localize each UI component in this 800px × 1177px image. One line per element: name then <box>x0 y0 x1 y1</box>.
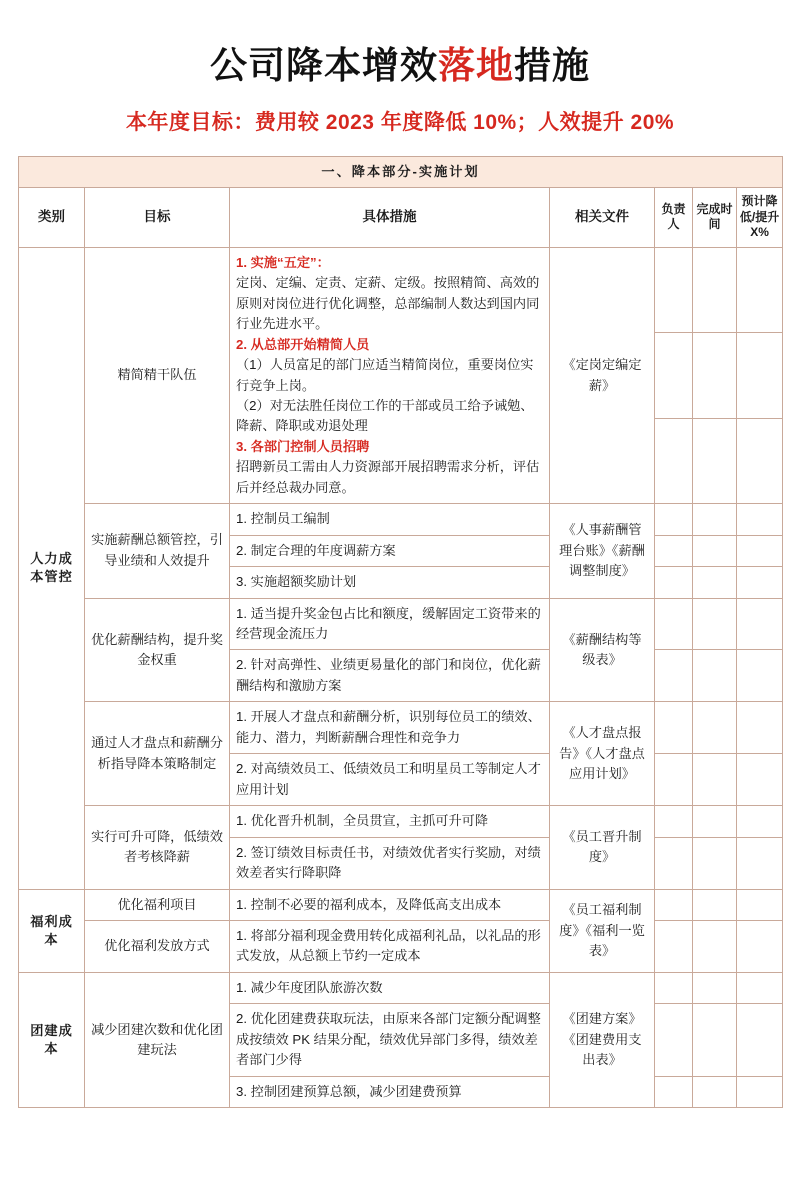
page-subtitle: 本年度目标：费用较 2023 年度降低 10%；人效提升 20% <box>125 110 675 134</box>
measure-line: （1）人员富足的部门应适当精简岗位，重要岗位实行竞争上岗。 <box>236 357 534 393</box>
measures-cell: 3. 控制团建预算总额，减少团建费预算 <box>230 1076 550 1107</box>
owner-cell[interactable] <box>655 650 693 702</box>
expect-cell[interactable] <box>737 702 783 754</box>
expect-cell[interactable] <box>737 889 783 920</box>
expect-cell[interactable] <box>737 1076 783 1107</box>
header-owner: 负责人 <box>655 188 693 248</box>
table-row <box>19 806 783 837</box>
page-title-after: 措施 <box>514 45 590 86</box>
documents-cell: 《员工福利制度》《福利一览表》 <box>550 889 655 972</box>
expect-cell[interactable] <box>737 650 783 702</box>
measure-line: 招聘新员工需由人力资源部开展招聘需求分析，评估后并经总裁办同意。 <box>236 459 540 495</box>
measures-cell: 1. 优化晋升机制，全员贯宣，主抓可升可降 <box>230 806 550 837</box>
category-hr-cost <box>19 247 85 889</box>
expect-cell[interactable] <box>737 567 783 598</box>
owner-cell[interactable] <box>655 702 693 754</box>
documents-cell: 《人事薪酬管理台账》《薪酬调整制度》 <box>550 504 655 598</box>
owner-cell[interactable] <box>655 247 693 332</box>
measures-cell: 2. 制定合理的年度调薪方案 <box>230 535 550 566</box>
goal-cell: 优化薪酬结构，提升奖金权重 <box>85 598 230 702</box>
goal-cell: 通过人才盘点和薪酬分析指导降本策略制定 <box>85 702 230 806</box>
measure-heading: 3. 各部门控制人员招聘 <box>236 438 370 454</box>
category-welfare-cost <box>19 889 85 972</box>
owner-cell[interactable] <box>655 333 693 418</box>
measure-line: （2）对无法胜任岗位工作的干部或员工给予诫勉、降薪、降职或劝退处理 <box>236 397 534 434</box>
header-measures: 具体措施 <box>230 188 550 248</box>
expect-cell[interactable] <box>737 535 783 566</box>
measure-line: 定岗、定编、定责、定薪、定级。按照精简、高效的原则对岗位进行优化调整，总部编制人数达到国内同行业先进水平。 <box>236 275 540 332</box>
header-finish-time: 完成时间 <box>693 188 737 248</box>
finish-time-cell[interactable] <box>693 837 737 889</box>
expect-cell[interactable] <box>737 806 783 837</box>
goal-cell: 优化福利项目 <box>85 889 230 920</box>
measure-heading: 1. 实施“五定”： <box>236 254 330 270</box>
expect-cell[interactable] <box>737 504 783 535</box>
table-row <box>19 921 783 973</box>
finish-time-cell[interactable] <box>693 247 737 332</box>
category-welfare-cost-label: 福利成本 <box>30 913 73 947</box>
finish-time-cell[interactable] <box>693 806 737 837</box>
finish-time-cell[interactable] <box>693 754 737 806</box>
finish-time-cell[interactable] <box>693 535 737 566</box>
table-header-row <box>19 188 783 248</box>
owner-cell[interactable] <box>655 598 693 650</box>
documents-cell: 《人才盘点报告》《人才盘点应用计划》 <box>550 702 655 806</box>
owner-cell[interactable] <box>655 972 693 1003</box>
measures-cell <box>230 247 550 503</box>
plan-table <box>18 156 783 1109</box>
document-page <box>0 45 800 1108</box>
expect-cell[interactable] <box>737 418 783 504</box>
owner-cell[interactable] <box>655 921 693 973</box>
table-row <box>19 247 783 332</box>
documents-cell: 《团建方案》《团建费用支出表》 <box>550 972 655 1107</box>
section-header: 一、降本部分-实施计划 <box>19 156 783 187</box>
header-category: 类别 <box>19 188 85 248</box>
finish-time-cell[interactable] <box>693 504 737 535</box>
documents-cell: 《定岗定编定薪》 <box>550 247 655 503</box>
goal-cell: 优化福利发放方式 <box>85 921 230 973</box>
documents-cell: 《员工晋升制度》 <box>550 806 655 889</box>
owner-cell[interactable] <box>655 889 693 920</box>
measures-cell: 2. 优化团建费获取玩法，由原来各部门定额分配调整成按绩效 PK 结果分配，绩效优异部门多得，绩效差者部门少得 <box>230 1004 550 1076</box>
measures-cell: 1. 开展人才盘点和薪酬分析，识别每位员工的绩效、能力、潜力，判断薪酬合理性和竞争力 <box>230 702 550 754</box>
measure-heading: 2. 从总部开始精简人员 <box>236 336 370 352</box>
section-header-row <box>19 156 783 187</box>
finish-time-cell[interactable] <box>693 598 737 650</box>
measures-cell: 1. 减少年度团队旅游次数 <box>230 972 550 1003</box>
owner-cell[interactable] <box>655 1004 693 1076</box>
finish-time-cell[interactable] <box>693 889 737 920</box>
measures-cell: 3. 实施超额奖励计划 <box>230 567 550 598</box>
table-row <box>19 598 783 650</box>
owner-cell[interactable] <box>655 567 693 598</box>
expect-cell[interactable] <box>737 333 783 418</box>
owner-cell[interactable] <box>655 535 693 566</box>
measures-cell: 1. 适当提升奖金包占比和额度，缓解固定工资带来的经营现金流压力 <box>230 598 550 650</box>
header-goal: 目标 <box>85 188 230 248</box>
measures-cell: 2. 对高绩效员工、低绩效员工和明星员工等制定人才应用计划 <box>230 754 550 806</box>
finish-time-cell[interactable] <box>693 650 737 702</box>
finish-time-cell[interactable] <box>693 1004 737 1076</box>
owner-cell[interactable] <box>655 837 693 889</box>
category-hr-cost-label: 人力成本管控 <box>30 551 73 585</box>
owner-cell[interactable] <box>655 504 693 535</box>
category-team-cost-label: 团建成本 <box>30 1023 73 1057</box>
goal-cell: 实施薪酬总额管控，引导业绩和人效提升 <box>85 504 230 598</box>
finish-time-cell[interactable] <box>693 567 737 598</box>
table-row <box>19 504 783 535</box>
expect-cell[interactable] <box>737 837 783 889</box>
expect-cell[interactable] <box>737 921 783 973</box>
finish-time-cell[interactable] <box>693 333 737 418</box>
documents-cell: 《薪酬结构等级表》 <box>550 598 655 702</box>
expect-cell[interactable] <box>737 1004 783 1076</box>
measures-cell: 1. 控制不必要的福利成本，及降低高支出成本 <box>230 889 550 920</box>
table-row <box>19 702 783 754</box>
finish-time-cell[interactable] <box>693 1076 737 1107</box>
header-documents: 相关文件 <box>550 188 655 248</box>
measures-cell: 2. 针对高弹性、业绩更易量化的部门和岗位，优化薪酬结构和激励方案 <box>230 650 550 702</box>
owner-cell[interactable] <box>655 806 693 837</box>
goal-cell: 减少团建次数和优化团建玩法 <box>85 972 230 1107</box>
expect-cell[interactable] <box>737 972 783 1003</box>
expect-cell[interactable] <box>737 598 783 650</box>
owner-cell[interactable] <box>655 418 693 504</box>
page-title-highlight: 落地 <box>438 45 514 86</box>
finish-time-cell[interactable] <box>693 418 737 504</box>
header-expect: 预计降低/提升X% <box>737 188 783 248</box>
measures-cell: 2. 签订绩效目标责任书，对绩效优者实行奖励，对绩效差者实行降职降 <box>230 837 550 889</box>
expect-cell[interactable] <box>737 247 783 332</box>
page-title <box>18 45 782 88</box>
table-row <box>19 972 783 1003</box>
owner-cell[interactable] <box>655 1076 693 1107</box>
finish-time-cell[interactable] <box>693 921 737 973</box>
finish-time-cell[interactable] <box>693 972 737 1003</box>
owner-cell[interactable] <box>655 754 693 806</box>
measures-cell: 1. 控制员工编制 <box>230 504 550 535</box>
measures-cell: 1. 将部分福利现金费用转化成福利礼品，以礼品的形式发放，从总额上节约一定成本 <box>230 921 550 973</box>
finish-time-cell[interactable] <box>693 702 737 754</box>
category-team-cost <box>19 972 85 1107</box>
page-title-before: 公司降本增效 <box>210 45 438 86</box>
expect-cell[interactable] <box>737 754 783 806</box>
goal-cell: 精简精干队伍 <box>85 247 230 503</box>
goal-cell: 实行可升可降，低绩效者考核降薪 <box>85 806 230 889</box>
table-row <box>19 889 783 920</box>
